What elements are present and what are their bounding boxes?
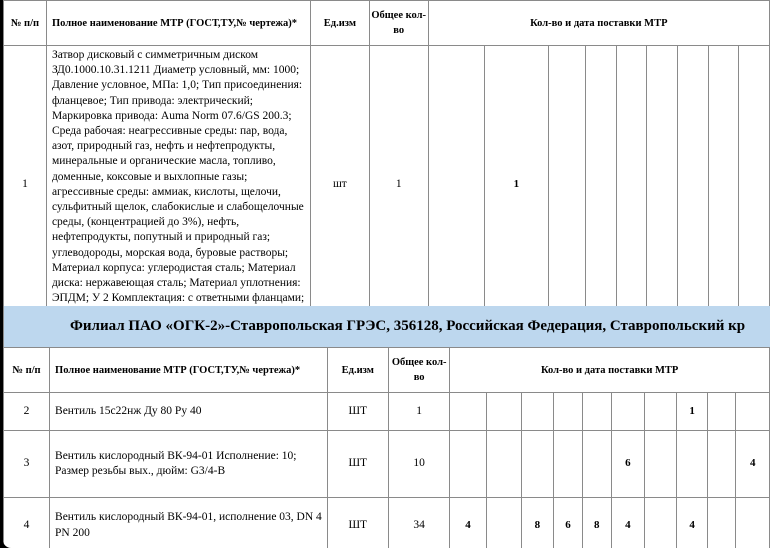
row-num: 4 — [4, 498, 50, 548]
delivery-cell: 1 — [484, 46, 549, 325]
col-header-name: Полное наименование МТР (ГОСТ,ТУ,№ чертежа)* — [46, 1, 310, 46]
delivery-cell — [707, 431, 735, 498]
delivery-cell — [486, 393, 521, 431]
delivery-cell — [677, 46, 708, 325]
row-name: Вентиль кислородный ВК-94-01 Исполнение: 10; Размер резьбы вых., дюйм: G3/4-В — [50, 431, 328, 498]
delivery-cell — [736, 498, 770, 548]
delivery-cell — [521, 431, 554, 498]
delivery-cell — [450, 431, 486, 498]
col-header-num: № п/п — [4, 1, 47, 46]
delivery-cell — [450, 393, 486, 431]
delivery-cell — [549, 46, 586, 325]
delivery-cell — [521, 393, 554, 431]
col-header-total: Общее кол-во — [388, 348, 449, 393]
col-header-unit: Ед.изм — [327, 348, 388, 393]
delivery-cell: 4 — [611, 498, 644, 548]
row-name: Затвор дисковый с симметричным диском ЗД0.1000.10.31.1211 Диаметр условный, мм: 1000; Давление условное, МПа: 1,0; Тип присоединения: фланцевое; Тип привода: электрический; Маркировка привода: Auma Norm 07.6/GS 200.3; Среда рабочая: неагрессивные среды: пар, вода, азот, природный газ, нефть и нефтепродукты, минеральные и органические масла, топливо, доменные, коксовые и выхлопные газы; агрессивные среды: аммиак, кислоты, щелочи, сульфитный щелок, слабокислые и слабощелочные среды, (концентрацией до 3%), нефть, нефтепродукты, попутный и природный газ; углеводороды, морская вода, буровые растворы; Материал корпуса: углеродистая сталь; Материал диска: нержавеющая сталь; Материал уплотнения: ЭПДМ; У 2 Комплектация: с ответными фланцами; — [46, 46, 310, 325]
delivery-cell: 4 — [736, 431, 770, 498]
col-header-num: № п/п — [4, 348, 50, 393]
row-name: Вентиль 15с22нж Ду 80 Ру 40 — [50, 393, 328, 431]
delivery-cell — [645, 498, 677, 548]
delivery-cell — [486, 431, 521, 498]
delivery-cell — [645, 431, 677, 498]
row-total: 1 — [388, 393, 449, 431]
row-total: 34 — [388, 498, 449, 548]
branch-banner: Филиал ПАО «ОГК-2»-Ставропольская ГРЭС, 356128, Российская Федерация, Ставропольский кр — [3, 306, 770, 347]
delivery-cell — [585, 46, 616, 325]
delivery-cell — [486, 498, 521, 548]
delivery-cell — [645, 393, 677, 431]
table-row — [4, 498, 770, 548]
col-header-unit: Ед.изм — [310, 1, 369, 46]
row-unit: ШТ — [327, 431, 388, 498]
row-name: Вентиль кислородный ВК-94-01, исполнение 03, DN 4 PN 200 — [50, 498, 328, 548]
delivery-cell — [707, 393, 735, 431]
delivery-cell — [554, 393, 583, 431]
delivery-cell — [647, 46, 678, 325]
row-unit: ШТ — [327, 393, 388, 431]
delivery-cell: 8 — [582, 498, 611, 548]
delivery-cell — [708, 46, 739, 325]
col-header-delivery: Кол-во и дата поставки МТР — [450, 348, 770, 393]
delivery-cell — [707, 498, 735, 548]
header-row — [4, 1, 770, 46]
mtr-table-top — [3, 0, 770, 325]
table-row — [4, 393, 770, 431]
row-total: 1 — [369, 46, 428, 325]
col-header-name: Полное наименование МТР (ГОСТ,ТУ,№ чертежа)* — [50, 348, 328, 393]
delivery-cell — [736, 393, 770, 431]
row-total: 10 — [388, 431, 449, 498]
delivery-cell: 4 — [450, 498, 486, 548]
delivery-cell: 8 — [521, 498, 554, 548]
delivery-cell: 6 — [611, 431, 644, 498]
delivery-cell — [616, 46, 647, 325]
delivery-cell — [428, 46, 484, 325]
row-unit: ШТ — [327, 498, 388, 548]
delivery-cell: 6 — [554, 498, 583, 548]
col-header-total: Общее кол-во — [369, 1, 428, 46]
delivery-cell — [582, 431, 611, 498]
delivery-cell — [739, 46, 770, 325]
table-row — [4, 46, 770, 325]
row-num: 2 — [4, 393, 50, 431]
table-row — [4, 431, 770, 498]
delivery-cell — [677, 431, 708, 498]
spreadsheet-sheet — [3, 0, 770, 548]
delivery-cell: 4 — [677, 498, 708, 548]
delivery-cell — [582, 393, 611, 431]
row-unit: шт — [310, 46, 369, 325]
row-num: 1 — [4, 46, 47, 325]
row-num: 3 — [4, 431, 50, 498]
col-header-delivery: Кол-во и дата поставки МТР — [428, 1, 769, 46]
mtr-table-bottom — [3, 347, 770, 548]
delivery-cell: 1 — [677, 393, 708, 431]
header-row — [4, 348, 770, 393]
delivery-cell — [554, 431, 583, 498]
delivery-cell — [611, 393, 644, 431]
